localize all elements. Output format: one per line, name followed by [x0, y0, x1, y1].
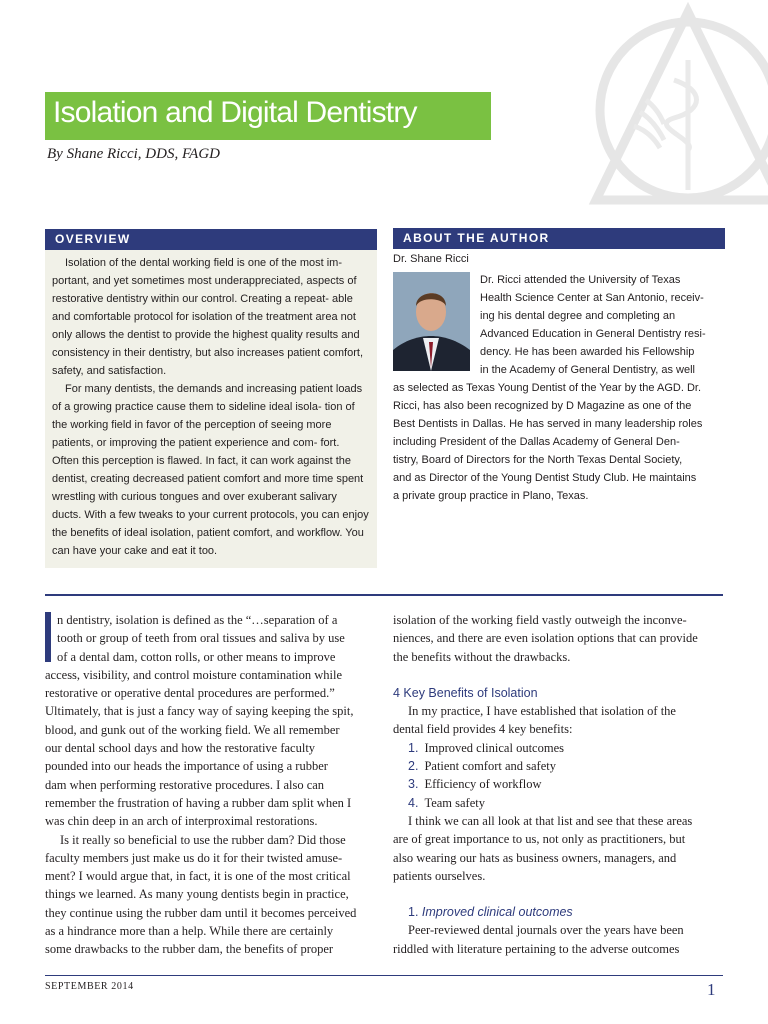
agd-logo-watermark — [548, 0, 768, 214]
benefit-list-item — [393, 775, 728, 793]
overview-line: results and consistency in their dentistry, but also increases — [52, 329, 360, 359]
overview-line: can enjoy the benefits of ideal isolation, patient comfort, and — [52, 509, 369, 539]
section-divider — [45, 594, 723, 596]
overview-line: time spent wrestling with curious tongues and over exuberant — [52, 473, 364, 503]
body-line: our dental school days and how the restorative faculty — [45, 741, 316, 756]
body-line: Ultimately, that is just a fancy way of saying keeping the spit, — [45, 704, 354, 719]
author-bio-line: as selected as Texas Young Dentist of the Year by the AGD. Dr. — [393, 382, 701, 394]
overview-panel — [45, 250, 377, 568]
author-bio-line: dency. He has been awarded his Fellowship — [480, 346, 695, 358]
overview-line: the dentist, creating decreased patient comfort and more — [52, 455, 351, 485]
author-name: Dr. Shane Ricci — [393, 253, 469, 265]
body-line: some drawbacks to the rubber dam, the benefits of proper — [45, 942, 334, 957]
overview-line: For many dentists, the demands and increasing patient — [65, 383, 336, 395]
body-line: remember the frustration of having a rubber dam split when I — [45, 795, 352, 810]
overview-line: patient comfort, safety, and satisfaction. — [52, 347, 364, 377]
body-line: dam when performing restorative procedures. I also can — [45, 777, 325, 792]
overview-line: portant, and yet sometimes most underappreciated, aspects — [52, 275, 348, 287]
body-line: tooth or group of teeth from oral tissues and saliva by use — [57, 631, 345, 646]
author-bio-line: Health Science Center at San Antonio, receiv- — [480, 292, 704, 304]
overview-line: of restorative dentistry within our control. Creating a repeat- — [52, 275, 357, 305]
body-column-right — [393, 611, 728, 958]
body-line: patients ourselves. — [393, 868, 486, 883]
author-bio — [393, 271, 727, 505]
body-line: things we learned. As many young dentists begin in practice, — [45, 887, 349, 902]
article-title-bar — [45, 92, 491, 140]
footer-date: SEPTEMBER 2014 — [45, 981, 134, 992]
body-line: dental field provides 4 key benefits: — [393, 722, 573, 737]
about-author-heading: ABOUT THE AUTHOR — [393, 228, 725, 249]
list-text: Efficiency of workflow — [424, 777, 542, 792]
author-bio-line: tistry, Board of Directors for the North Texas Dental Society, — [393, 454, 683, 466]
body-line: the benefits without the drawbacks. — [393, 649, 571, 664]
overview-line: more patients, or improving the patient experience and com- — [52, 419, 332, 449]
body-line: n dentistry, isolation is defined as the “…separation of a — [57, 613, 338, 627]
overview-line: salivary ducts. With a few tweaks to your current protocols, you — [52, 491, 337, 521]
body-line: was chin deep in an arch of interproximal restorations. — [45, 814, 318, 829]
benefit-list-item — [393, 739, 728, 757]
subsection-number: 1. — [408, 905, 419, 920]
list-number: 1. — [408, 740, 419, 755]
body-line: In my practice, I have established that isolation of the — [408, 704, 676, 719]
body-line: restorative or operative dental procedures are performed.” — [45, 686, 335, 701]
body-line: they continue using the rubber dam until it becomes perceived — [45, 905, 357, 920]
author-bio-line: Best Dentists in Dallas. He has served in many leadership roles — [393, 418, 703, 430]
page-number: 1 — [707, 980, 716, 999]
overview-line: able and comfortable protocol for isolation of the treatment — [52, 293, 353, 323]
list-number: 3. — [408, 777, 419, 792]
author-bio-line: a private group practice in Plano, Texas. — [393, 490, 589, 502]
body-line: ment? I would argue that, in fact, it is one of the most critical — [45, 869, 351, 884]
author-bio-line: in the Academy of General Dentistry, as well — [480, 364, 696, 376]
overview-line: tion of the working field in favor of the perception of seeing — [52, 401, 355, 431]
overview-line: Isolation of the dental working field is one of the most im- — [65, 257, 342, 269]
subsection-title: Improved clinical outcomes — [421, 905, 573, 920]
list-number: 4. — [408, 795, 419, 810]
author-bio-line: including President of the Dallas Academy of General Den- — [393, 436, 680, 448]
body-line: faculty members just make us do it for their twisted amuse- — [45, 850, 343, 865]
author-bio-line: ing his dental degree and completing an — [480, 310, 676, 322]
list-text: Patient comfort and safety — [424, 759, 556, 774]
body-line: Peer-reviewed dental journals over the years have been — [408, 923, 684, 938]
author-bio-line: Ricci, has also been recognized by D Magazine as one of the — [393, 400, 692, 412]
author-bio-line: and as Director of the Young Dentist Study Club. He maintains — [393, 472, 697, 484]
overview-heading: OVERVIEW — [45, 229, 377, 250]
body-line: as a hindrance more than a help. While there are certainly — [45, 924, 334, 939]
section-heading: 4 Key Benefits of Isolation — [393, 685, 538, 700]
overview-line: fort. Often this perception is flawed. In fact, it can work against — [52, 437, 340, 467]
list-text: Improved clinical outcomes — [424, 740, 564, 755]
list-number: 2. — [408, 759, 419, 774]
body-line: I think we can all look at that list and see that these areas — [408, 813, 693, 828]
body-column-left — [45, 611, 380, 959]
body-line: are of great importance to us, not only as practitioners, but — [393, 832, 686, 847]
benefit-list-item — [393, 757, 728, 775]
body-line: niences, and there are even isolation options that can provide — [393, 631, 698, 646]
body-line: blood, and gunk out of the working field. We all remember — [45, 722, 340, 737]
article-title: Isolation and Digital Dentistry — [53, 96, 417, 129]
author-bio-line: Dr. Ricci attended the University of Texas — [480, 274, 681, 286]
body-line: isolation of the working field vastly outweigh the inconve- — [393, 613, 687, 627]
footer-rule — [45, 975, 723, 976]
body-line: Is it really so beneficial to use the rubber dam? Did those — [60, 832, 346, 847]
list-text: Team safety — [424, 795, 485, 810]
body-line: pounded into our heads the importance of using a rubber — [45, 759, 328, 774]
byline: By Shane Ricci, DDS, FAGD — [47, 146, 221, 162]
body-line: of a dental dam, cotton rolls, or other means to improve — [57, 649, 336, 664]
subsection-heading — [393, 903, 728, 921]
overview-line: loads of a growing practice cause them to sideline ideal isola- — [52, 383, 363, 413]
body-line: access, visibility, and control moisture contamination while — [45, 667, 343, 682]
body-line: also wearing our hats as business owners, managers, and — [393, 850, 677, 865]
overview-line: area not only allows the dentist to provide the highest quality — [52, 311, 356, 341]
author-bio-line: Advanced Education in General Dentistry resi- — [480, 328, 706, 340]
body-line: riddled with literature pertaining to the adverse outcomes — [393, 941, 680, 956]
overview-line: workflow. You can have your cake and eat it too. — [52, 527, 364, 557]
benefit-list-item — [393, 794, 728, 812]
